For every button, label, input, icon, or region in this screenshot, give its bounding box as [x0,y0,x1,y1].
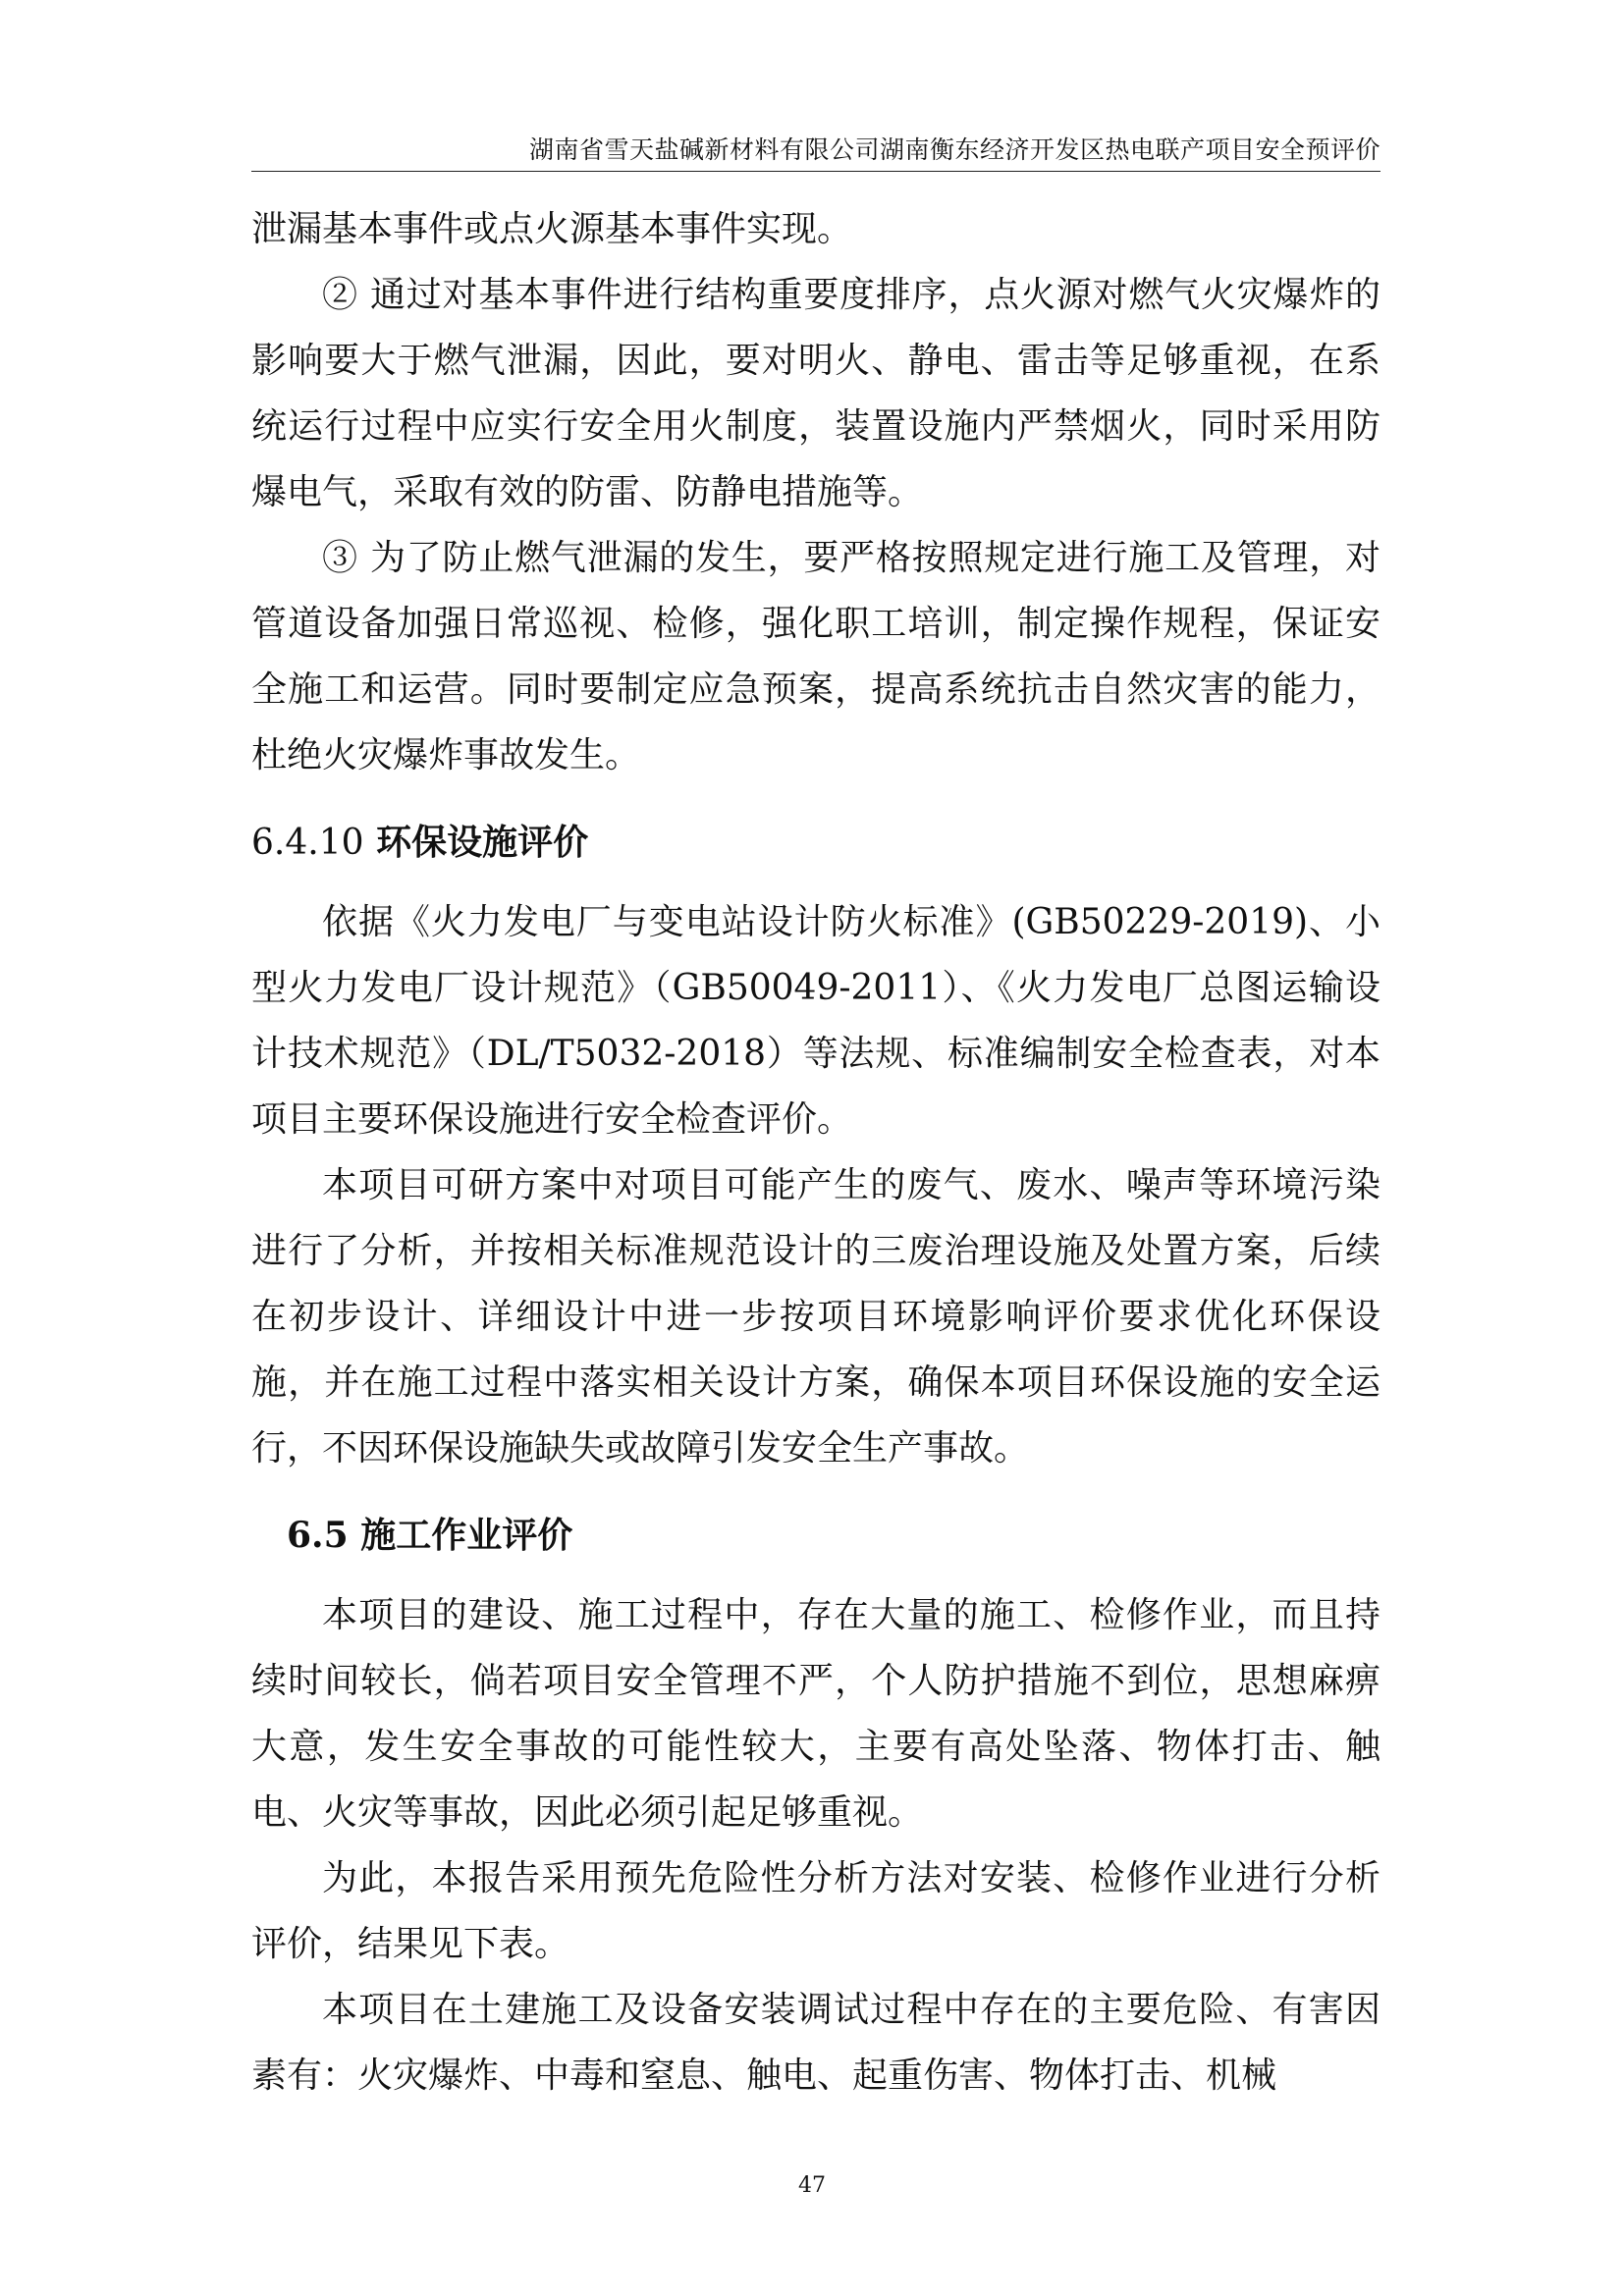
paragraph-construction-risks: 本项目的建设、施工过程中，存在大量的施工、检修作业，而且持续时间较长，倘若项目安全管理不严，个人防护措施不到位，思想麻痹大意，发生安全事故的可能性较大，主要有高处坠落、物体打击、触电、火灾等事故，因此必须引起足够重视。 [251,1595,1380,1833]
paragraph-hazards: 本项目在土建施工及设备安装调试过程中存在的主要危险、有害因素有：火灾爆炸、中毒和窒息、触电、起重伤害、物体打击、机械 [251,1990,1380,2096]
paragraph-point-2: ② 通过对基本事件进行结构重要度排序，点火源对燃气火灾爆炸的影响要大于燃气泄漏，因此，要对明火、静电、雷击等足够重视，在系统运行过程中应实行安全用火制度，装置设施内严禁烟火，同时采用防爆电气，采取有效的防雷、防静电措施等。 [251,275,1380,512]
section-number: 6.5 [287,1515,349,1556]
section-heading-6-4-10 [251,810,1380,876]
paragraph-basis: 依据《火力发电厂与变电站设计防火标准》(GB50229-2019)、小型火力发电厂设计规范》（GB50049-2011）、《火力发电厂总图运输设计技术规范》（DL/T5032-2018）等法规、标准编制安全检查表，对本项目主要环保设施进行安全检查评价。 [251,902,1380,1140]
section-title: 环保设施评价 [376,822,589,863]
page-body [251,196,1380,2109]
section-title: 施工作业评价 [360,1515,573,1556]
section-number: 6.4.10 [251,823,364,863]
header-rule [251,171,1380,172]
running-header: 湖南省雪天盐碱新材料有限公司湖南衡东经济开发区热电联产项目安全预评价 [528,135,1380,164]
paragraph-continued: 泄漏基本事件或点火源基本事件实现。 [251,209,853,249]
paragraph-method: 为此，本报告采用预先危险性分析方法对安装、检修作业进行分析评价，结果见下表。 [251,1858,1380,1964]
paragraph-environmental: 本项目可研方案中对项目可能产生的废气、废水、噪声等环境污染进行了分析，并按相关标准规范设计的三废治理设施及处置方案，后续在初步设计、详细设计中进一步按项目环境影响评价要求优化环保设施，并在施工过程中落实相关设计方案，确保本项目环保设施的安全运行，不因环保设施缺失或故障引发安全生产事故。 [251,1165,1380,1468]
section-heading-6-5 [251,1503,1380,1569]
page-number: 47 [798,2173,826,2198]
paragraph-point-3: ③ 为了防止燃气泄漏的发生，要严格按照规定进行施工及管理，对管道设备加强日常巡视、检修，强化职工培训，制定操作规程，保证安全施工和运营。同时要制定应急预案，提高系统抗击自然灾害的能力，杜绝火灾爆炸事故发生。 [251,538,1380,775]
